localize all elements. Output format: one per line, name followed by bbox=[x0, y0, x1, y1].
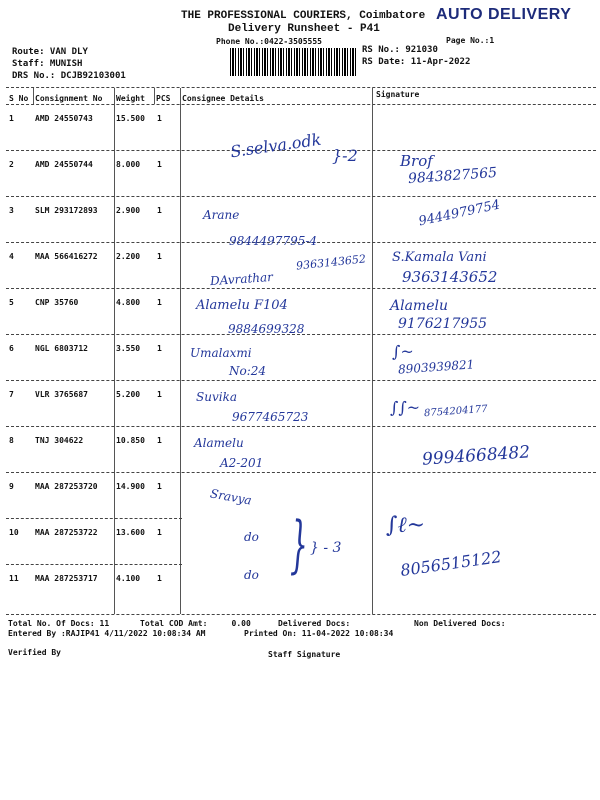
handwritten-name: Alamelu bbox=[194, 436, 244, 450]
handwritten-address: No:24 bbox=[229, 364, 267, 378]
handwritten-phone: 8056515122 bbox=[399, 547, 503, 580]
rs-number: RS No.: 921030 bbox=[362, 45, 438, 55]
row-pcs: 1 bbox=[157, 114, 162, 123]
row-consignment: TNJ 304622 bbox=[35, 436, 84, 445]
row-rule bbox=[6, 518, 182, 519]
col-divider bbox=[372, 88, 373, 614]
page-number: Page No.:1 bbox=[446, 36, 495, 45]
signature-name: S.Kamala Vani bbox=[392, 250, 487, 265]
row-pcs: 1 bbox=[157, 160, 162, 169]
row-sno: 4 bbox=[9, 252, 14, 261]
verified-by: Verified By bbox=[8, 648, 61, 657]
row-rule bbox=[6, 196, 596, 197]
delivered-docs: Delivered Docs: bbox=[278, 619, 351, 628]
auto-delivery-stamp: AUTO DELIVERY bbox=[436, 6, 572, 23]
row-pcs: 1 bbox=[157, 574, 162, 583]
row-rule bbox=[6, 564, 182, 565]
column-header: Consignment No bbox=[35, 94, 103, 103]
row-pcs: 1 bbox=[157, 206, 162, 215]
row-weight: 4.800 bbox=[116, 298, 141, 307]
column-header: PCS bbox=[156, 94, 171, 103]
handwritten-name: Umalaxmi bbox=[190, 346, 252, 360]
signature-mark: ∫∫~ bbox=[390, 398, 421, 417]
column-header: Weight bbox=[116, 94, 145, 103]
col-divider bbox=[180, 88, 181, 104]
row-pcs: 1 bbox=[157, 528, 162, 537]
handwritten-phone: 9994668482 bbox=[421, 442, 531, 470]
handwritten-name: Suvika bbox=[196, 390, 237, 404]
row-weight: 4.100 bbox=[116, 574, 141, 583]
row-pcs: 1 bbox=[157, 390, 162, 399]
staff-signature: Staff Signature bbox=[268, 650, 341, 659]
row-weight: 14.900 bbox=[116, 482, 145, 491]
handwritten-brace: } bbox=[290, 508, 308, 581]
row-weight: 2.200 bbox=[116, 252, 141, 261]
signature-mark: ∫ℓ~ bbox=[386, 513, 426, 538]
row-sno: 11 bbox=[9, 574, 19, 583]
col-divider bbox=[154, 88, 155, 104]
row-sno: 3 bbox=[9, 206, 14, 215]
row-consignment: SLM 293172893 bbox=[35, 206, 98, 215]
handwritten-phone: 9884699328 bbox=[228, 322, 305, 336]
row-pcs: 1 bbox=[157, 436, 162, 445]
handwritten-phone: 9843827565 bbox=[407, 164, 498, 188]
row-weight: 5.200 bbox=[116, 390, 141, 399]
handwritten-name: S.selva.odk bbox=[229, 129, 323, 162]
signature: Brof bbox=[400, 152, 433, 170]
col-divider bbox=[114, 104, 115, 614]
row-weight: 2.900 bbox=[116, 206, 141, 215]
row-sno: 10 bbox=[9, 528, 19, 537]
handwritten-name: Alamelu F104 bbox=[196, 298, 288, 313]
row-sno: 5 bbox=[9, 298, 14, 307]
row-pcs: 1 bbox=[157, 298, 162, 307]
column-header: S No bbox=[9, 94, 29, 103]
row-pcs: 1 bbox=[157, 344, 162, 353]
signature-mark: ∫~ bbox=[392, 342, 414, 361]
row-consignment: AMD 24550743 bbox=[35, 114, 93, 123]
row-rule bbox=[6, 426, 596, 427]
row-rule bbox=[6, 472, 596, 473]
handwritten-address: A2-201 bbox=[220, 456, 264, 470]
row-consignment: VLR 3765687 bbox=[35, 390, 88, 399]
rs-date: RS Date: 11-Apr-2022 bbox=[362, 57, 471, 67]
table-bottom-rule bbox=[6, 614, 596, 615]
staff: Staff: MUNISH bbox=[12, 59, 83, 69]
runsheet-subtitle: Delivery Runsheet - P41 bbox=[228, 23, 380, 35]
handwritten-ditto: do bbox=[244, 568, 259, 582]
row-rule bbox=[6, 380, 596, 381]
total-docs: Total No. Of Docs: 11 bbox=[8, 619, 110, 628]
col-divider bbox=[180, 104, 181, 614]
row-consignment: MAA 566416272 bbox=[35, 252, 98, 261]
header-rule bbox=[6, 104, 596, 105]
column-header: Signature bbox=[376, 90, 420, 99]
handwritten-phone: 9363143652 bbox=[295, 252, 367, 273]
row-sno: 8 bbox=[9, 436, 14, 445]
row-sno: 6 bbox=[9, 344, 14, 353]
row-pcs: 1 bbox=[157, 482, 162, 491]
handwritten-phone: 9363143652 bbox=[402, 268, 498, 286]
row-sno: 7 bbox=[9, 390, 14, 399]
row-consignment: NGL 6803712 bbox=[35, 344, 88, 353]
handwritten-name: DAvrathar bbox=[209, 269, 274, 289]
phone-number: Phone No.:0422-3505555 bbox=[216, 37, 322, 46]
row-consignment: MAA 287253717 bbox=[35, 574, 98, 583]
row-weight: 13.600 bbox=[116, 528, 145, 537]
printed-on: Printed On: 11-04-2022 10:08:34 bbox=[244, 629, 394, 638]
route: Route: VAN DLY bbox=[12, 47, 88, 57]
row-pcs: 1 bbox=[157, 252, 162, 261]
row-rule bbox=[6, 288, 596, 289]
row-consignment: CNP 35760 bbox=[35, 298, 79, 307]
drs-number: DRS No.: DCJB92103001 bbox=[12, 71, 126, 81]
signature-name: Alamelu bbox=[390, 298, 448, 314]
handwritten-phone: 8903939821 bbox=[397, 357, 475, 377]
handwritten-phone: 9176217955 bbox=[398, 316, 488, 332]
handwritten-name: Sravya bbox=[209, 486, 253, 508]
row-consignment: AMD 24550744 bbox=[35, 160, 93, 169]
barcode bbox=[230, 48, 358, 76]
col-divider bbox=[114, 88, 115, 104]
handwritten-phone: 9844497795-4 bbox=[229, 234, 318, 248]
entered-by: Entered By :RAJIP41 4/11/2022 10:08:34 AM bbox=[8, 629, 206, 638]
row-sno: 9 bbox=[9, 482, 14, 491]
row-consignment: MAA 287253722 bbox=[35, 528, 98, 537]
row-weight: 3.550 bbox=[116, 344, 141, 353]
handwritten-mark: } - 3 bbox=[310, 540, 342, 556]
company-title: THE PROFESSIONAL COURIERS, Coimbatore bbox=[181, 10, 426, 22]
handwritten-phone: 9677465723 bbox=[232, 410, 309, 424]
table-top-rule bbox=[6, 87, 596, 88]
row-weight: 8.000 bbox=[116, 160, 141, 169]
total-cod: Total COD Amt: 0.00 bbox=[140, 619, 251, 628]
handwritten-phone: 9444979754 bbox=[417, 197, 502, 230]
handwritten-ditto: do bbox=[244, 530, 259, 544]
handwritten-mark: }-2 bbox=[332, 146, 358, 165]
handwritten-name: Arane bbox=[203, 208, 240, 222]
handwritten-phone: 8754204177 bbox=[423, 403, 488, 420]
row-weight: 15.500 bbox=[116, 114, 145, 123]
non-delivered-docs: Non Delivered Docs: bbox=[414, 619, 506, 628]
row-sno: 1 bbox=[9, 114, 14, 123]
column-header: Consignee Details bbox=[182, 94, 264, 103]
row-sno: 2 bbox=[9, 160, 14, 169]
col-divider bbox=[33, 88, 34, 104]
row-weight: 10.850 bbox=[116, 436, 145, 445]
row-consignment: MAA 287253720 bbox=[35, 482, 98, 491]
